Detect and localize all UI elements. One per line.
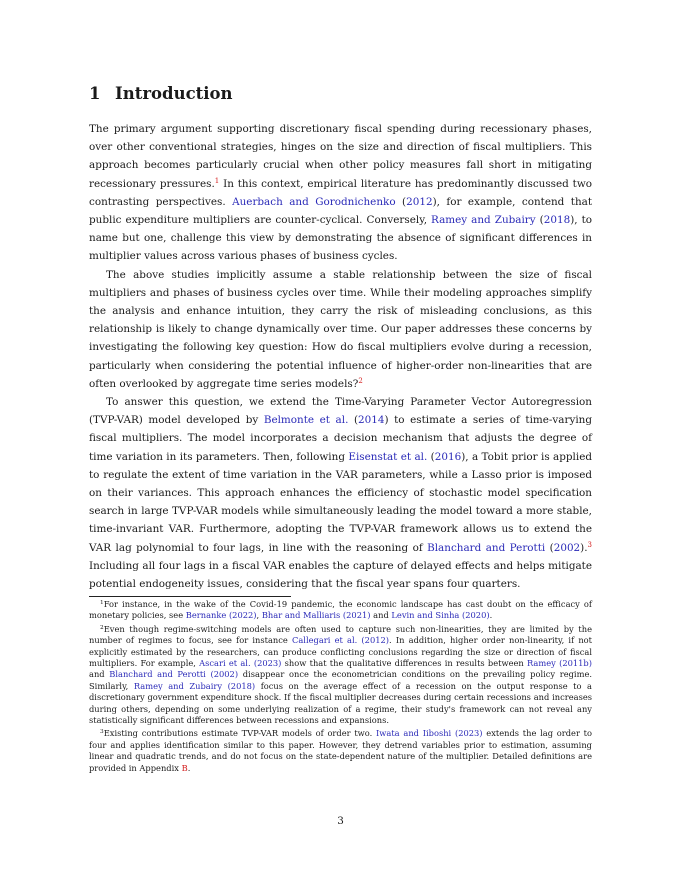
text-run: focus on the average effect of a recession on the output response to a discretionary government expenditure shock. If the fiscal multiplier decreases during certain recessions and increases during others, depending on some underlying realization of a regime, their study's framework can not reveal any statistically significant differences between recessions and expansions.	[89, 680, 592, 726]
text-run: (	[427, 450, 435, 463]
text-run: ), for example, contend that public expenditure multipliers are counter-cyclical. Conversely,	[89, 195, 593, 227]
footnote-mark: 3	[100, 729, 104, 736]
text-run: .	[489, 610, 493, 621]
citation-link-eisenstat[interactable]: Eisenstat et al.	[348, 450, 428, 463]
footnote-2	[89, 624, 592, 727]
text-run: disappear once the econometrician conditions on the prevailing policy regime. Similarly,	[89, 669, 592, 691]
text-run: ,	[256, 610, 262, 621]
footnote-link-1[interactable]: 1	[214, 176, 220, 185]
page-number: 3	[337, 815, 344, 827]
paragraph-3	[89, 393, 592, 593]
text-run: extends the lag order to four and applies identification similar to this paper. However, they detrend variables prior to estimation, assuming linear and quadratic trends, and do not focus on the state-dependent nature of the multiplier. Detailed definitions are provided in Appendix	[89, 728, 592, 773]
text-run: ).	[580, 541, 588, 554]
text-run: (	[545, 541, 554, 554]
text-run: (	[348, 414, 359, 427]
footnote-divider	[89, 596, 291, 597]
footnote-mark: 2	[100, 624, 104, 631]
citation-year-ramey-zubairy[interactable]: 2018	[543, 214, 571, 227]
footnote-1	[89, 599, 592, 622]
citation-link-levin-sinha[interactable]: Levin and Sinha (2020)	[391, 610, 490, 621]
citation-link-callegari[interactable]: Callegari et al. (2012)	[292, 635, 390, 646]
appendix-link[interactable]: B	[181, 762, 188, 773]
citation-year-blanchard-perotti[interactable]: 2002	[553, 541, 581, 554]
text-run: The above studies implicitly assume a stable relationship between the size of fiscal multipliers and phases of business cycles over time. While their modeling approaches simplify the analysis and enhance intuition, they carry the risk of misleading conclusions, as this relationship is likely to change dynamically over time. Our paper addresses these concerns by investigating the following key question: How do fiscal multipliers evolve during a recession, particularly when considering the potential influence of higher-order non-linearities that are often overlooked by aggregate time series models?	[89, 268, 592, 390]
footnote-link-2[interactable]: 2	[358, 376, 363, 385]
text-run: ), a Tobit prior is applied to regulate the extent of time variation in the VAR parameters, while a Lasso prior is imposed on their variances. This approach enhances the efficiency of stochastic model specification search in large TVP-VAR models while simultaneously leading the model toward a more stable, time-invariant VAR. Furthermore, adopting the TVP-VAR framework allows us to extend the VAR lag polynomial to four lags, in line with the reasoning of	[89, 450, 593, 554]
text-run: and	[89, 669, 110, 680]
text-run: Even though regime-switching models are often used to capture such non-linearities, they are limited by the number of regimes to focus, see for instance	[89, 623, 592, 646]
text-run: For instance, in the wake of the Covid-19 pandemic, the economic landscape has cast doubt on the efficacy of monetary policies, see	[89, 599, 592, 621]
citation-link-blanchard-perotti-fn[interactable]: Blanchard and Perotti (2002)	[109, 669, 239, 680]
text-run: In this context, empirical literature has predominantly discussed two contrasting perspectives.	[89, 177, 592, 208]
text-run: To answer this question, we extend the Time-Varying Parameter Vector Autoregression (TVP-VAR) model developed by	[89, 396, 592, 427]
text-run: The primary argument supporting discretionary fiscal spending during recessionary phases, over other conventional strategies, hinges on the size and direction of fiscal multipliers. This approach becomes particularly crucial when other policy measures fall short in mitigating recessionary pressures.	[89, 123, 592, 190]
text-run: ) to estimate a series of time-varying fiscal multipliers. The model incorporates a decision mechanism that adjusts the degree of time variation in its parameters. Then, following	[89, 414, 592, 463]
paragraph-2	[89, 266, 592, 393]
citation-year-auerbach[interactable]: 2012	[406, 195, 433, 208]
section-heading	[89, 84, 233, 103]
citation-link-ramey-2011b[interactable]: Ramey (2011b)	[526, 658, 592, 669]
footnote-3	[89, 728, 592, 774]
text-run: . In addition, higher order non-linearity, if not explicitly estimated by the researchers, can produce conflicting conclusions regarding the size or direction of fiscal multipliers. For example,	[89, 635, 592, 669]
citation-link-bhar-malliaris[interactable]: Bhar and Malliaris (2021)	[261, 610, 371, 621]
paragraph-1	[89, 120, 592, 266]
section-title: Introduction	[115, 84, 233, 103]
text-run: show that the qualitative differences in results between	[281, 658, 527, 669]
footnote-mark: 1	[100, 600, 104, 606]
body-text	[89, 120, 592, 593]
citation-link-ascari[interactable]: Ascari et al. (2023)	[199, 658, 282, 669]
text-run: .	[187, 762, 191, 773]
citation-link-belmonte[interactable]: Belmonte et al.	[263, 414, 349, 427]
section-number: 1	[89, 84, 101, 103]
citation-year-eisenstat[interactable]: 2016	[434, 450, 462, 463]
text-run: (	[395, 195, 407, 208]
citation-link-auerbach[interactable]: Auerbach and Gorodnichenko	[232, 195, 396, 208]
text-run: (	[535, 214, 544, 227]
citation-year-belmonte[interactable]: 2014	[358, 414, 385, 427]
text-run: and	[370, 610, 392, 621]
text-run: ), to name but one, challenge this view by demonstrating the absence of significant differences in multiplier values across various phases of business cycles.	[89, 214, 592, 263]
citation-link-ramey-zubairy-fn[interactable]: Ramey and Zubairy (2018)	[133, 680, 256, 691]
citation-link-bernanke[interactable]: Bernanke (2022)	[185, 610, 257, 621]
citation-link-ramey-zubairy[interactable]: Ramey and Zubairy	[431, 214, 536, 227]
citation-link-blanchard-perotti[interactable]: Blanchard and Perotti	[427, 541, 546, 554]
citation-link-iwata-iiboshi[interactable]: Iwata and Iiboshi (2023)	[376, 728, 483, 739]
footnotes	[89, 599, 592, 774]
text-run: Including all four lags in a fiscal VAR enables the capture of delayed effects and helps mitigate potential endogeneity issues, considering that the fiscal year spans four quarters.	[89, 559, 592, 591]
text-run: Existing contributions estimate TVP-VAR models of order two.	[103, 728, 377, 739]
footnote-link-3[interactable]: 3	[587, 540, 592, 549]
